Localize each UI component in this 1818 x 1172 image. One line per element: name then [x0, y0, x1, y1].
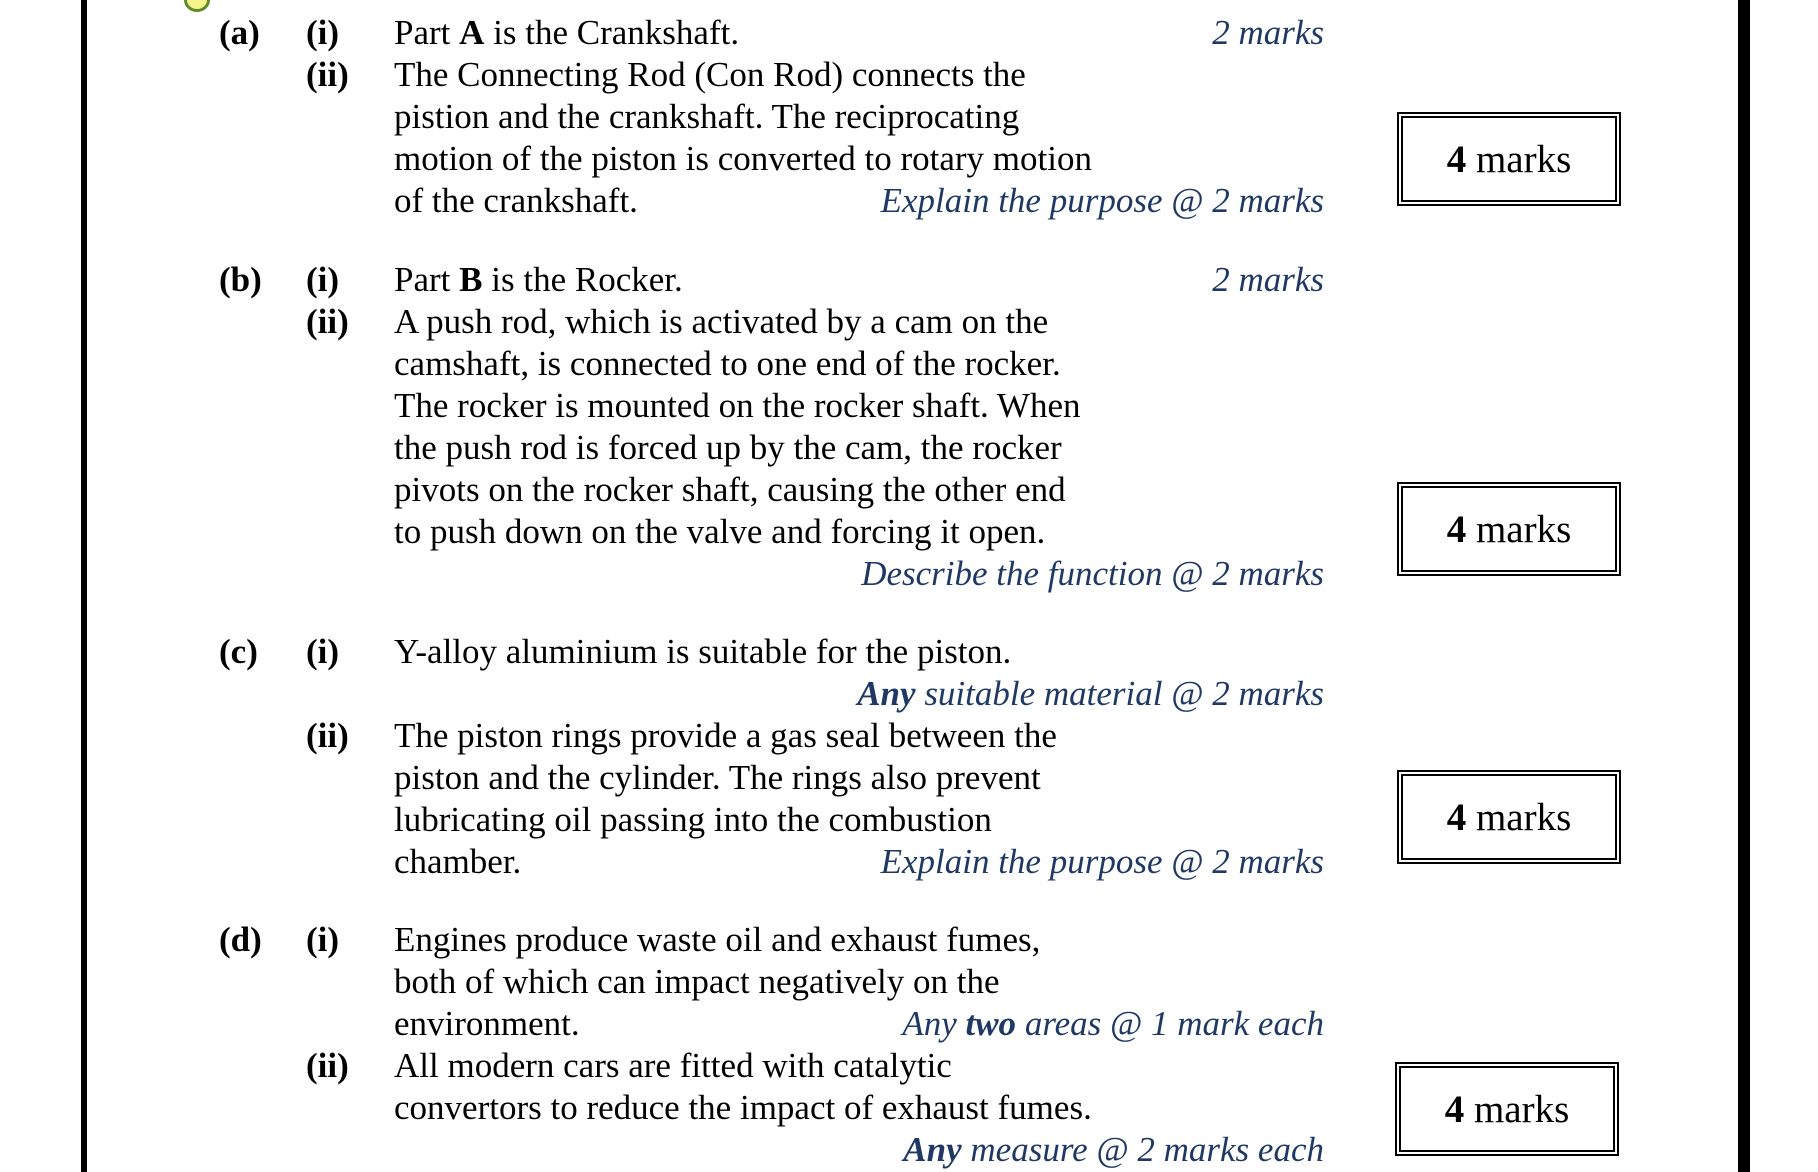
- mark-note: Any suitable material @ 2 marks: [857, 674, 1324, 713]
- answer-line: Y-alloy aluminium is suitable for the piston.: [394, 632, 1012, 671]
- answer-line: piston and the cylinder. The rings also prevent: [394, 758, 1041, 797]
- part-letter: B: [459, 260, 483, 299]
- answer-line: convertors to reduce the impact of exhaust fumes.: [394, 1088, 1092, 1127]
- annotation-marker-icon: [184, 0, 210, 12]
- mark-note: 2 marks: [1212, 13, 1324, 52]
- answer-line: pivots on the rocker shaft, causing the other end: [394, 470, 1066, 509]
- mark-note: Explain the purpose @ 2 marks: [880, 842, 1324, 881]
- answer-line: The Connecting Rod (Con Rod) connects the: [394, 55, 1026, 94]
- answer-line: both of which can impact negatively on the: [394, 962, 1000, 1001]
- mark-emphasis: Any: [903, 1130, 962, 1169]
- total-marks-number: 4: [1446, 507, 1467, 551]
- part-label: (ii): [306, 55, 349, 94]
- part-label: (ii): [306, 302, 349, 341]
- mark-note: Any measure @ 2 marks each: [903, 1130, 1324, 1169]
- answer-line: to push down on the valve and forcing it open.: [394, 512, 1046, 551]
- part-label: (i): [306, 920, 340, 959]
- answer-line: chamber.: [394, 842, 522, 881]
- mark-note: [902, 1003, 1324, 1045]
- section-label: (c): [219, 632, 258, 671]
- left-margin-rule: [81, 0, 87, 1172]
- total-marks-word: marks: [1475, 137, 1572, 181]
- answer-text: Part B is the Rocker.: [394, 260, 683, 299]
- section-label: (b): [219, 260, 262, 299]
- total-marks-word: marks: [1475, 795, 1572, 839]
- mark-emphasis: two: [965, 1004, 1017, 1043]
- part-label: (i): [306, 260, 340, 299]
- mark-text-pre: Any: [902, 1004, 966, 1043]
- total-marks-number: 4: [1444, 1087, 1465, 1131]
- total-marks-number: 4: [1446, 137, 1467, 181]
- answer-line: A push rod, which is activated by a cam on the: [394, 302, 1049, 341]
- section-label: (a): [219, 13, 260, 52]
- answer-line: [394, 259, 683, 301]
- part-label: (ii): [306, 716, 349, 755]
- answer-line: Engines produce waste oil and exhaust fumes,: [394, 920, 1041, 959]
- total-marks-box: [1397, 112, 1621, 206]
- answer-line: camshaft, is connected to one end of the rocker.: [394, 344, 1061, 383]
- total-marks-word: marks: [1475, 507, 1572, 551]
- total-marks-box: [1397, 482, 1621, 576]
- section-label: (d): [219, 920, 262, 959]
- mark-note: 2 marks: [1212, 260, 1324, 299]
- answer-line: The rocker is mounted on the rocker shaft. When: [394, 386, 1081, 425]
- answer-line: environment.: [394, 1004, 580, 1043]
- mark-note: Explain the purpose @ 2 marks: [880, 181, 1324, 220]
- answer-line: motion of the piston is converted to rotary motion: [394, 139, 1092, 178]
- answer-text: Part A is the Crankshaft.: [394, 13, 740, 52]
- answer-line: of the crankshaft.: [394, 181, 638, 220]
- total-marks-box: [1397, 770, 1621, 864]
- answer-line: The piston rings provide a gas seal between the: [394, 716, 1057, 755]
- mark-note: Describe the function @ 2 marks: [861, 554, 1324, 593]
- mark-text-post: areas @ 1 mark each: [1016, 1004, 1324, 1043]
- part-label: (ii): [306, 1046, 349, 1085]
- answer-line: pistion and the crankshaft. The reciprocating: [394, 97, 1020, 136]
- total-marks-word: marks: [1473, 1087, 1570, 1131]
- answer-line: [394, 12, 739, 54]
- right-margin-rule: [1738, 0, 1750, 1172]
- total-marks-number: 4: [1446, 795, 1467, 839]
- answer-line: All modern cars are fitted with catalytic: [394, 1046, 952, 1085]
- answer-line: lubricating oil passing into the combustion: [394, 800, 992, 839]
- mark-emphasis: Any: [857, 674, 916, 713]
- part-letter: A: [459, 13, 485, 52]
- total-marks-box: [1395, 1062, 1619, 1156]
- part-label: (i): [306, 13, 340, 52]
- answer-line: the push rod is forced up by the cam, the rocker: [394, 428, 1062, 467]
- part-label: (i): [306, 632, 340, 671]
